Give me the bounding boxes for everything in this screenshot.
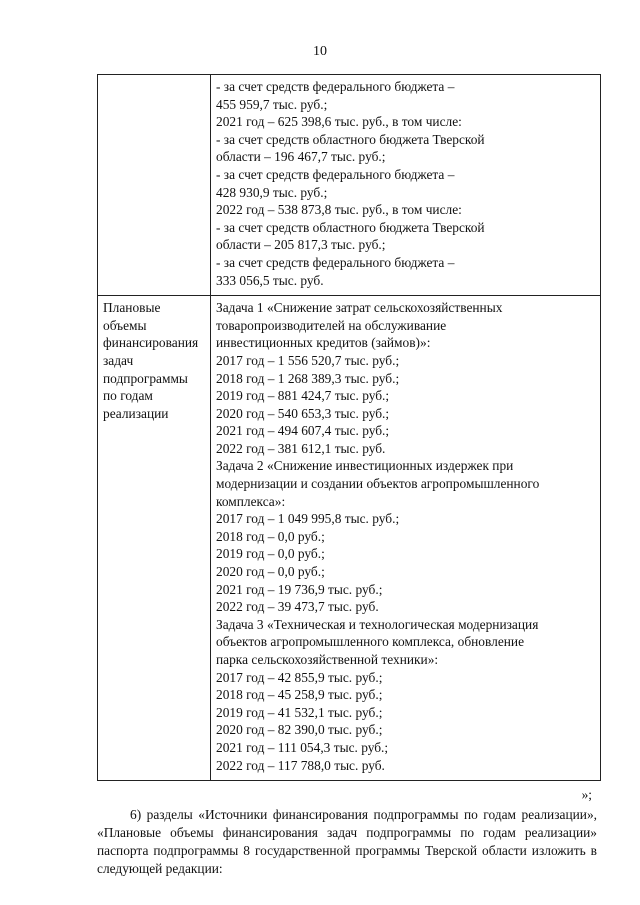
financing-line: - за счет средств федерального бюджета – (216, 254, 455, 270)
financing-line: Задача 1 «Снижение затрат сельскохозяйственных (216, 300, 503, 316)
table-row-planned-volumes (98, 296, 601, 781)
financing-line: 2019 год – 41 532,1 тыс. руб.; (216, 704, 383, 720)
row-label-line: финансирования (103, 335, 199, 351)
row-label-line: подпрограммы (103, 370, 188, 386)
financing-line: - за счет средств федерального бюджета – (216, 166, 455, 182)
financing-line: модернизации и создании объектов агропромышленного (216, 476, 540, 492)
financing-line: 2017 год – 1 049 995,8 тыс. руб.; (216, 511, 400, 527)
financing-line: товаропроизводителей на обслуживание (216, 317, 447, 333)
financing-line: Задача 3 «Техническая и технологическая модернизация (216, 616, 539, 632)
financing-line: Задача 2 «Снижение инвестиционных издержек при (216, 458, 514, 474)
financing-line: 455 959,7 тыс. руб.; (216, 96, 328, 112)
financing-line: - за счет средств федерального бюджета – (216, 79, 455, 94)
financing-line: 2018 год – 0,0 руб.; (216, 528, 325, 544)
financing-line: - за счет средств областного бюджета Тверской (216, 131, 485, 147)
financing-line: комплекса»: (216, 493, 286, 509)
financing-line: инвестиционных кредитов (займов)»: (216, 335, 431, 351)
paragraph-text: 6) разделы «Источники финансирования подпрограммы по годам реализации», «Плановые объемы финансирования задач подпрограммы по годам реализации» паспорта подпрограммы 8 государственной программы Тверской области изложить в следующей редакции: (97, 807, 597, 876)
financing-line: - за счет средств областного бюджета Тверской (216, 219, 485, 235)
financing-line: области – 196 467,7 тыс. руб.; (216, 149, 386, 165)
row-label-cell (98, 296, 211, 781)
row-label-line: реализации (103, 405, 169, 421)
row-label-line: Плановые (103, 300, 161, 316)
financing-line: 2021 год – 625 398,6 тыс. руб., в том числе: (216, 114, 462, 130)
financing-line: 2022 год – 538 873,8 тыс. руб., в том числе: (216, 202, 462, 218)
financing-line: 428 930,9 тыс. руб.; (216, 184, 328, 200)
table-row-sources (98, 75, 601, 296)
financing-line: объектов агропромышленного комплекса, обновление (216, 634, 525, 650)
financing-line: области – 205 817,3 тыс. руб.; (216, 237, 386, 253)
financing-line: 2022 год – 117 788,0 тыс. руб. (216, 757, 385, 773)
financing-line: 2021 год – 19 736,9 тыс. руб.; (216, 581, 383, 597)
financing-line: 333 056,5 тыс. руб. (216, 272, 324, 288)
financing-line: 2019 год – 0,0 руб.; (216, 546, 325, 562)
financing-line: 2019 год – 881 424,7 тыс. руб.; (216, 388, 390, 404)
row-label-line: задач (103, 352, 134, 368)
row-label-line: по годам (103, 388, 153, 404)
financing-line: 2020 год – 82 390,0 тыс. руб.; (216, 722, 383, 738)
financing-line: 2017 год – 1 556 520,7 тыс. руб.; (216, 352, 400, 368)
financing-line: парка сельскохозяйственной техники»: (216, 652, 439, 667)
passport-table (97, 74, 601, 781)
financing-line: 2021 год – 494 607,4 тыс. руб.; (216, 423, 390, 439)
financing-line: 2022 год – 39 473,7 тыс. руб. (216, 599, 379, 615)
financing-line: 2017 год – 42 855,9 тыс. руб.; (216, 669, 383, 685)
financing-line: 2020 год – 0,0 руб.; (216, 564, 325, 580)
row-label-cell (98, 75, 211, 296)
financing-line: 2018 год – 1 268 389,3 тыс. руб.; (216, 370, 400, 386)
closing-quote-mark: »; (581, 787, 592, 802)
financing-line: 2018 год – 45 258,9 тыс. руб.; (216, 687, 383, 703)
amendment-paragraph (97, 806, 597, 878)
row-value-cell (211, 296, 601, 781)
financing-line: 2021 год – 111 054,3 тыс. руб.; (216, 739, 389, 755)
financing-line: 2020 год – 540 653,3 тыс. руб.; (216, 405, 390, 421)
page-number: 10 (313, 44, 327, 59)
financing-line: 2022 год – 381 612,1 тыс. руб. (216, 440, 386, 456)
row-label-line: объемы (103, 317, 147, 333)
row-value-cell (211, 75, 601, 296)
